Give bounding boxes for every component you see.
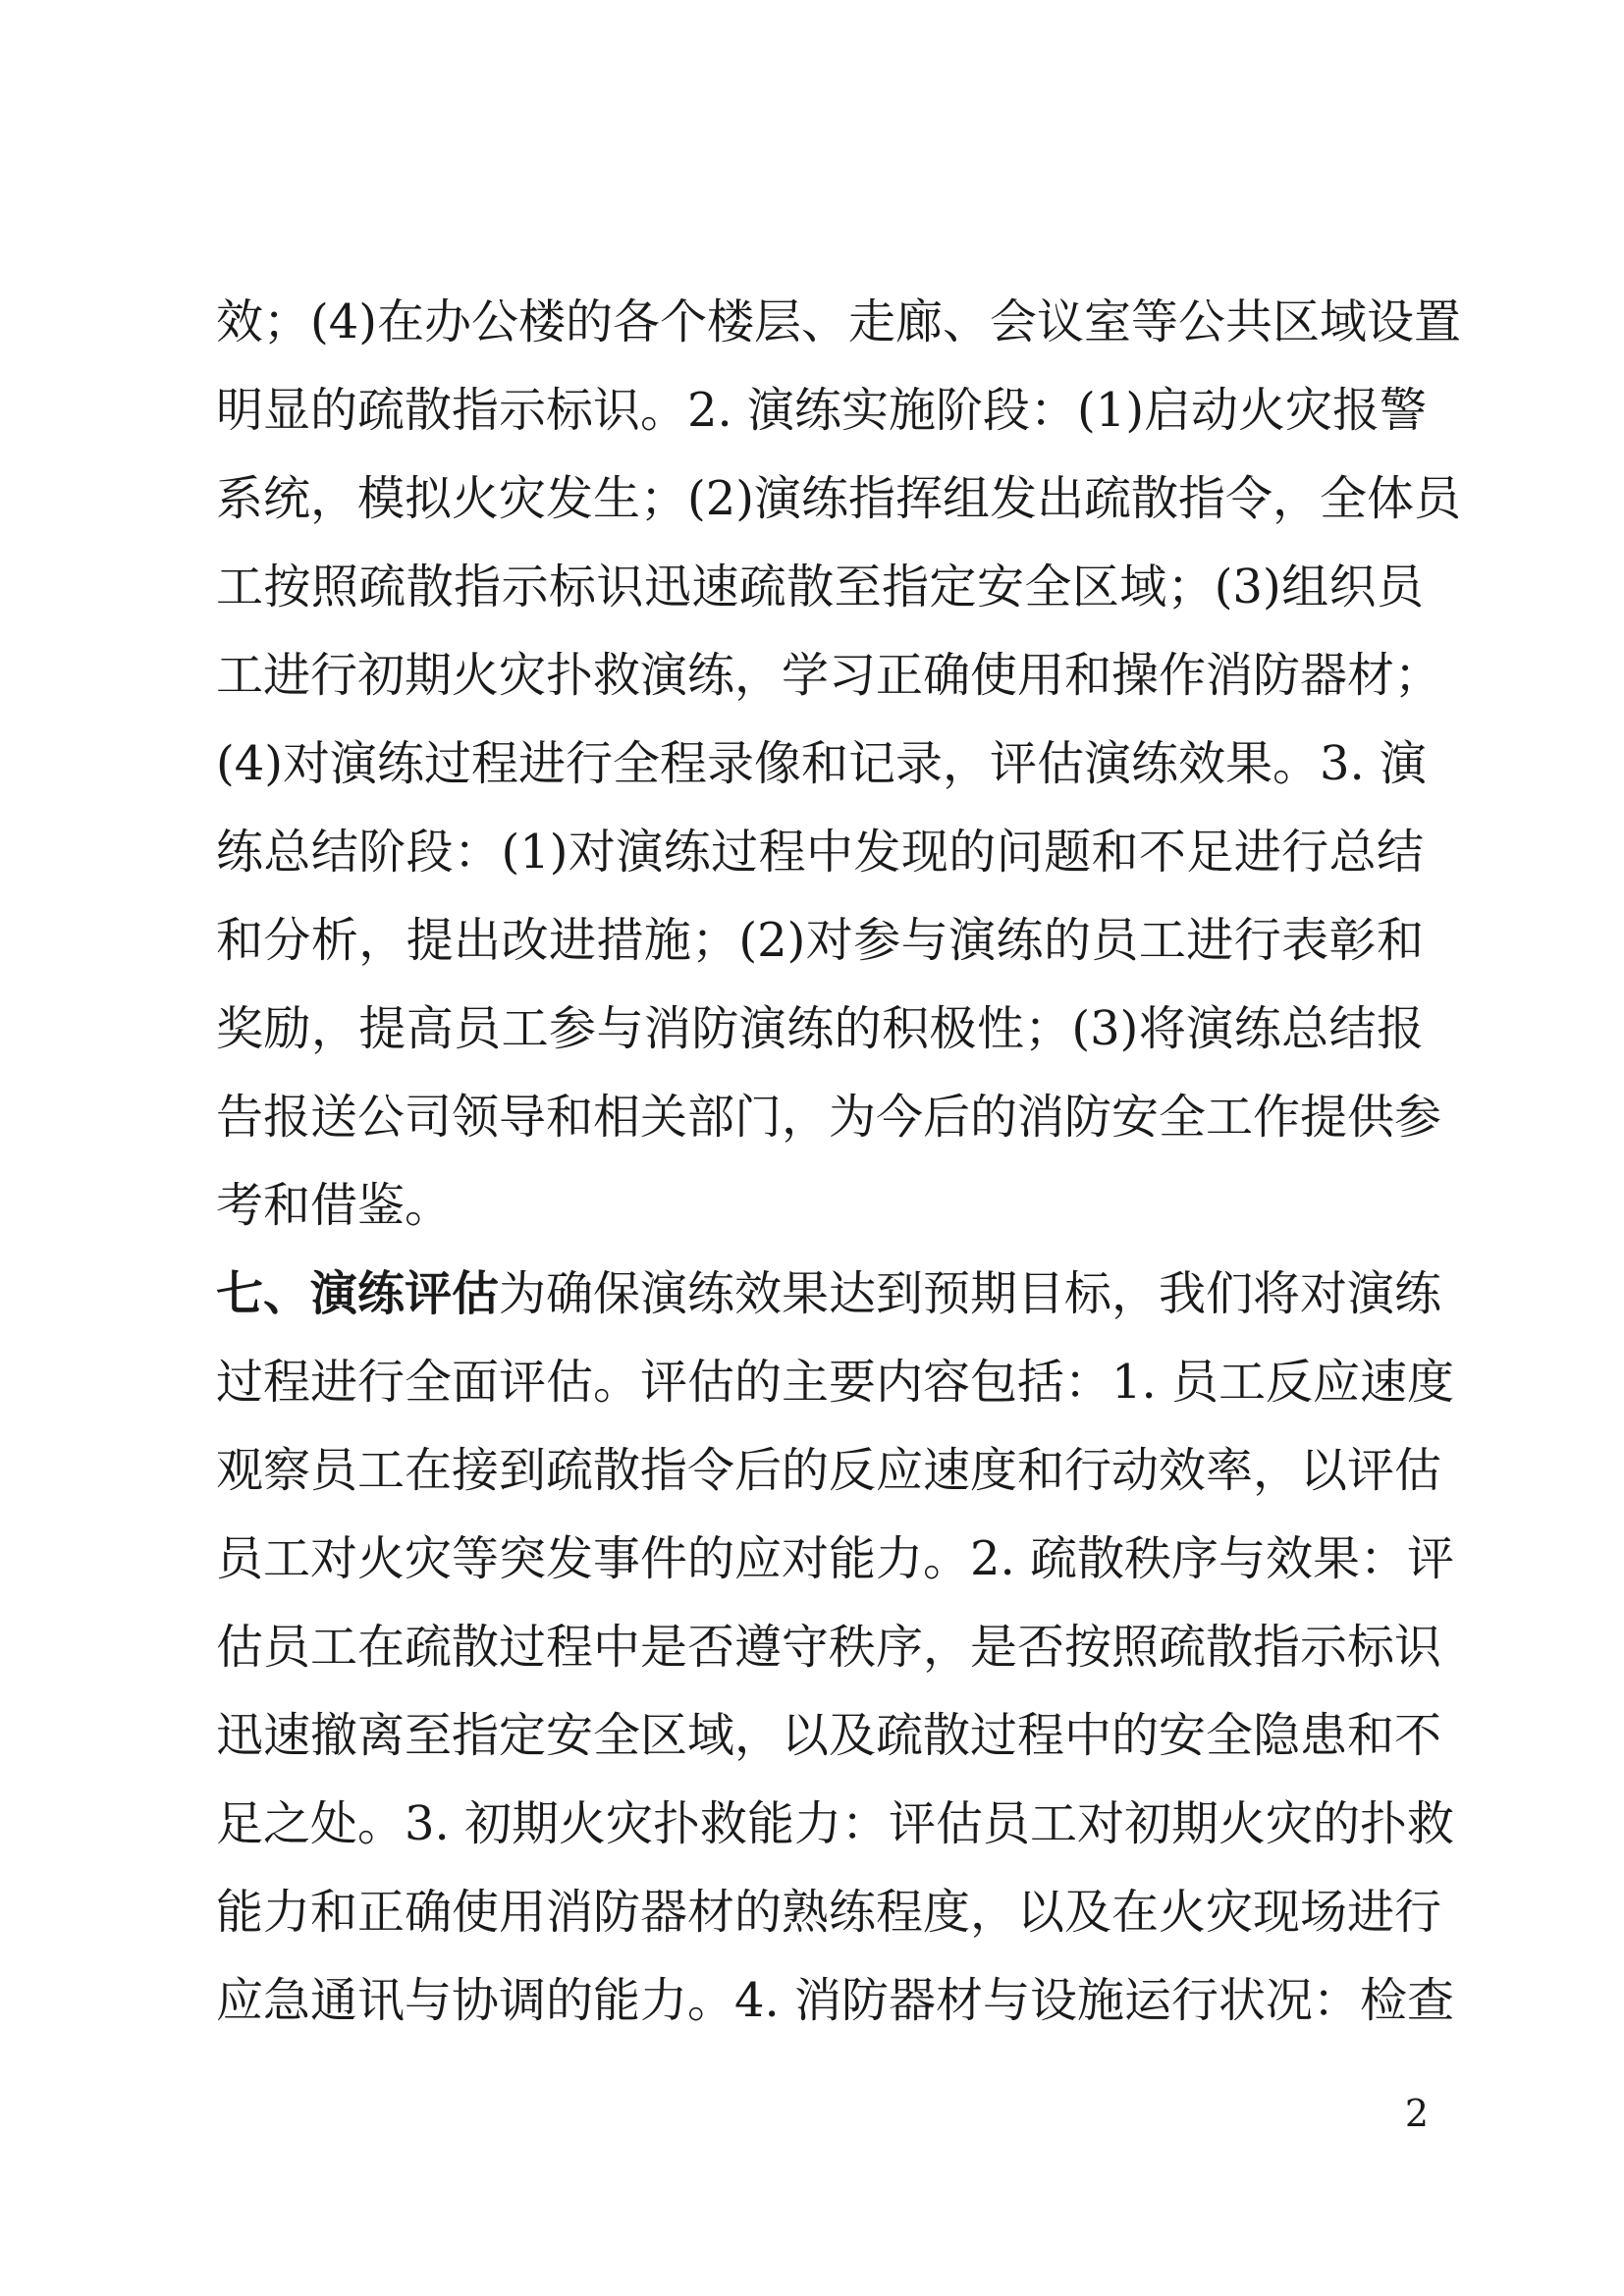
text-line: 奖励，提高员工参与消防演练的积极性；(3)将演练总结报 [216, 1001, 1424, 1056]
text-line: 和分析，提出改进措施；(2)对参与演练的员工进行表彰和 [216, 913, 1424, 968]
page-number: 2 [1404, 2092, 1429, 2135]
text-line: 工按照疏散指示标识迅速疏散至指定安全区域；(3)组织员 [216, 560, 1424, 614]
text-line: 迅速撤离至指定安全区域，以及疏散过程中的安全隐患和不 [216, 1708, 1442, 1763]
body-text [216, 278, 1461, 2045]
text-line: 明显的疏散指示标识。2. 演练实施阶段：(1)启动火灾报警 [216, 383, 1428, 438]
text-line: (4)对演练过程进行全程录像和记录，评估演练效果。3. 演 [216, 736, 1428, 791]
section-heading-line [216, 1250, 1442, 1338]
heading-line-text: 为确保演练效果达到预期目标，我们将对演练 [499, 1266, 1442, 1321]
section-heading: 七、演练评估 [216, 1266, 500, 1321]
text-line: 过程进行全面评估。评估的主要内容包括：1. 员工反应速度 [216, 1355, 1455, 1410]
text-line: 系统，模拟火灾发生；(2)演练指挥组发出疏散指令，全体员 [216, 471, 1461, 526]
text-line: 效；(4)在办公楼的各个楼层、走廊、会议室等公共区域设置 [216, 294, 1461, 349]
text-line: 工进行初期火灾扑救演练，学习正确使用和操作消防器材； [216, 648, 1442, 703]
text-line: 练总结阶段：(1)对演练过程中发现的问题和不足进行总结 [216, 825, 1424, 880]
text-line: 应急通讯与协调的能力。4. 消防器材与设施运行状况：检查 [216, 1973, 1455, 2028]
text-line: 观察员工在接到疏散指令后的反应速度和行动效率，以评估 [216, 1443, 1442, 1498]
text-line: 估员工在疏散过程中是否遵守秩序，是否按照疏散指示标识 [216, 1620, 1442, 1675]
text-line: 员工对火灾等突发事件的应对能力。2. 疏散秩序与效果：评 [216, 1531, 1455, 1586]
text-line: 告报送公司领导和相关部门，为今后的消防安全工作提供参 [216, 1090, 1442, 1145]
text-line: 能力和正确使用消防器材的熟练程度，以及在火灾现场进行 [216, 1885, 1442, 1940]
text-line: 考和借鉴。 [216, 1178, 453, 1233]
text-line: 足之处。3. 初期火灾扑救能力：评估员工对初期火灾的扑救 [216, 1796, 1455, 1851]
